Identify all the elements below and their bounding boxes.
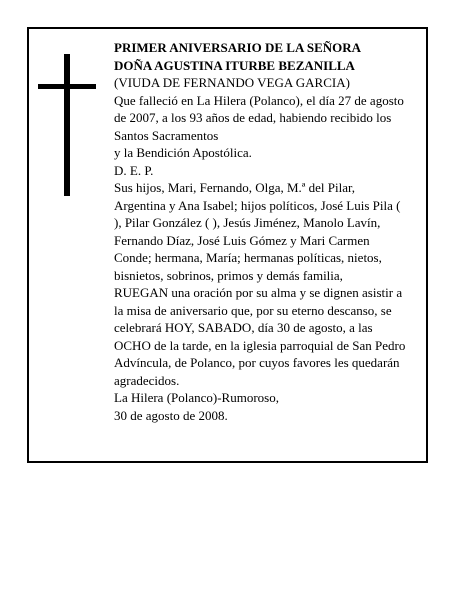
request-line: celebrará HOY, SABADO, día 30 de agosto, a las	[114, 320, 373, 335]
latin-cross-icon	[38, 54, 96, 196]
family-line: Argentina y Ana Isabel; hijos políticos, José Luis Pila (	[114, 197, 401, 213]
heading-line-1: PRIMER ANIVERSARIO DE LA SEÑORA	[114, 40, 362, 55]
heading-line-2: DOÑA AGUSTINA ITURBE BEZANILLA	[114, 57, 355, 73]
family-line: Fernando Díaz, José Luis Gómez y Mari Carmen	[114, 232, 370, 248]
request-line: OCHO de la tarde, en la iglesia parroquial de San Pedro	[114, 337, 406, 353]
death-line: Santos Sacramentos	[114, 127, 219, 143]
death-line: de 2007, a los 93 años de edad, habiendo recibido los	[114, 110, 392, 125]
request-line: agradecidos.	[114, 372, 180, 388]
request-line: la misa de aniversario que, por su eterno descanso, se	[114, 302, 392, 318]
family-line: Sus hijos, Mari, Fernando, Olga, M.ª del Pilar,	[114, 180, 356, 195]
request-line: RUEGAN una oración por su alma y se dignen asistir a	[114, 285, 403, 300]
widow-note: (VIUDA DE FERNANDO VEGA GARCIA)	[114, 75, 350, 90]
cross-horizontal-bar	[38, 84, 96, 89]
place-line: La Hilera (Polanco)-Rumoroso,	[114, 390, 279, 405]
request-line: Advíncula, de Polanco, por cuyos favores les quedarán	[114, 355, 400, 370]
dep-line: D. E. P.	[114, 162, 154, 178]
death-line: Que falleció en La Hilera (Polanco), el día 27 de agosto	[114, 92, 404, 108]
obituary-text	[114, 39, 424, 424]
cross-vertical-bar	[64, 54, 70, 196]
family-line: Conde; hermana, María; hermanas políticas, nietos,	[114, 250, 382, 265]
date-line: 30 de agosto de 2008.	[114, 407, 228, 423]
family-line: ), Pilar González ( ), Jesús Jiménez, Manolo Lavín,	[114, 215, 381, 230]
death-line: y la Bendición Apostólica.	[114, 145, 252, 160]
family-line: bisnietos, sobrinos, primos y demás familia,	[114, 267, 343, 283]
